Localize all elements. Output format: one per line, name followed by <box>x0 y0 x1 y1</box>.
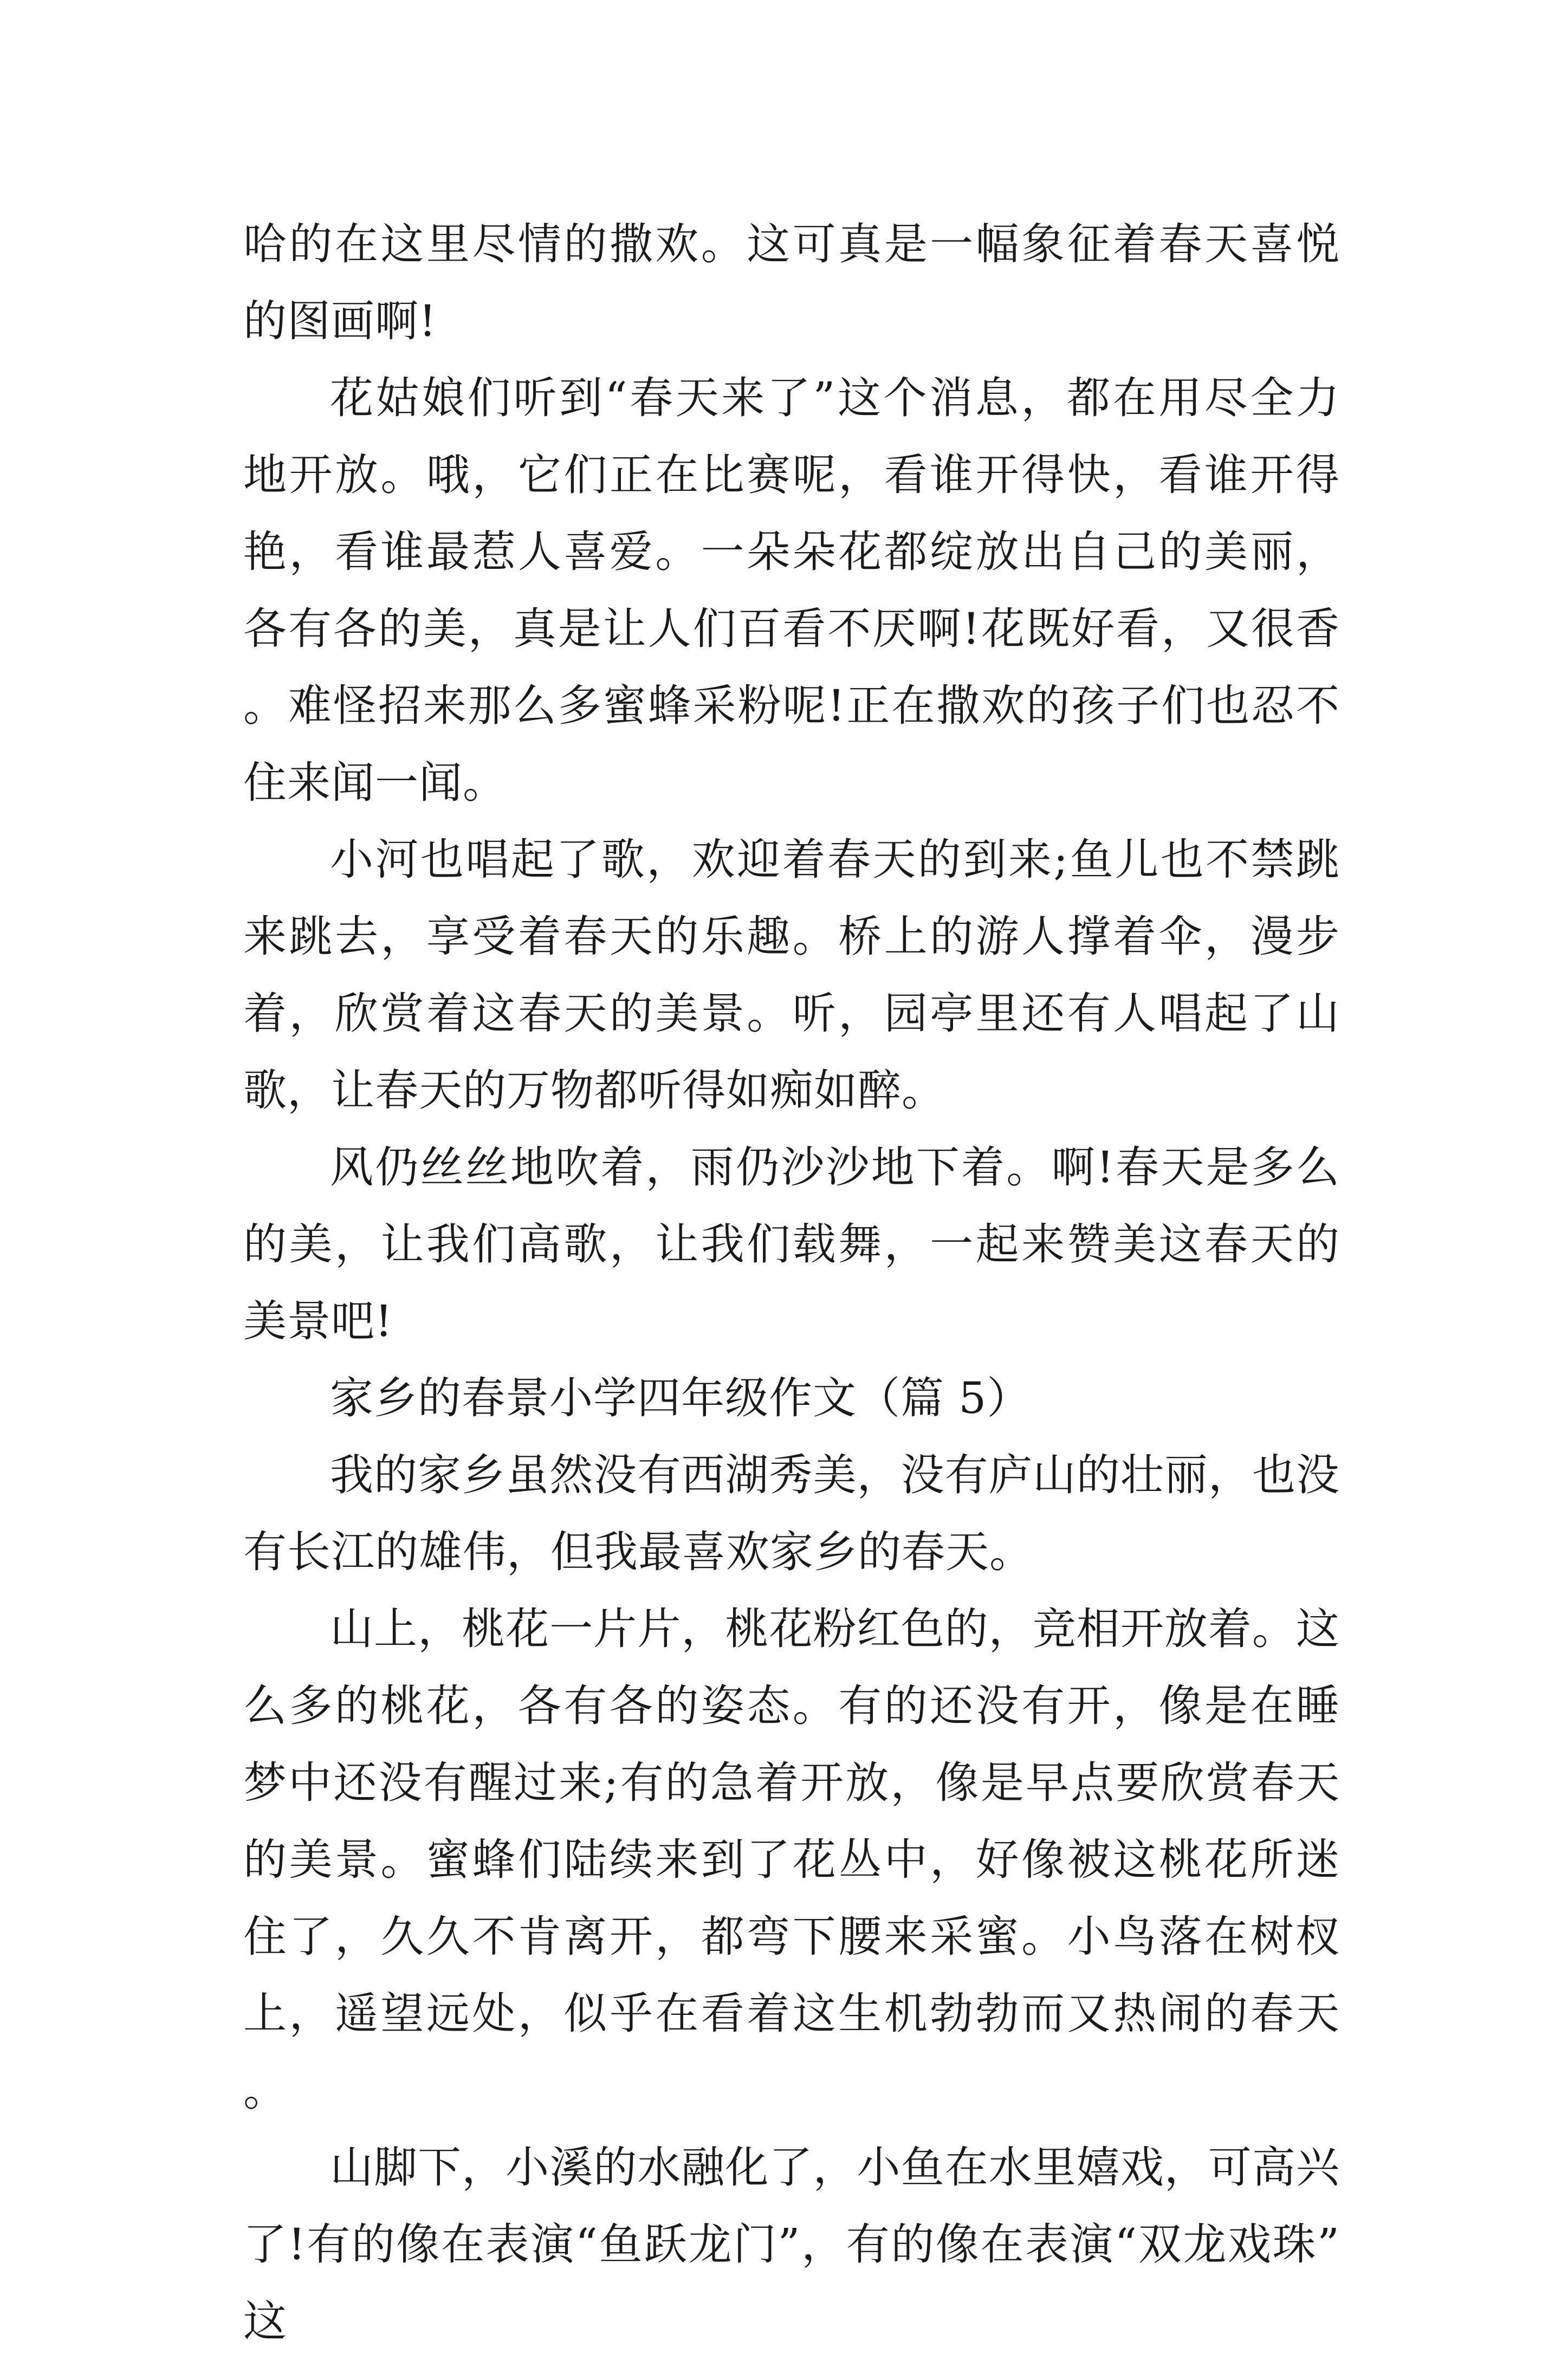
section-paragraph-2: 山上，桃花一片片，桃花粉红色的，竞相开放着。这么多的桃花，各有各的姿态。有的还没有开，像是在睡梦中还没有醒过来;有的急着开放，像是早点要欣赏春天的美景。蜜蜂们陆续来到了花丛中，好像被这桃花所迷住了，久久不肯离开，都弯下腰来采蜜。小鸟落在树杈上，遥望远处，似乎在看着这生机勃勃而又热闹的春天。 <box>243 1604 1340 2116</box>
paragraph-1: 哈的在这里尽情的撒欢。这可真是一幅象征着春天喜悦的图画啊! <box>243 219 1340 346</box>
paragraph-2: 花姑娘们听到“春天来了”这个消息，都在用尽全力地开放。哦，它们正在比赛呢，看谁开得快，看谁开得艳，看谁最惹人喜爱。一朵朵花都绽放出自己的美丽，各有各的美，真是让人们百看不厌啊!花既好看，又很香。难怪招来那么多蜜蜂采粉呢!正在撒欢的孩子们也忍不住来闻一闻。 <box>243 373 1340 808</box>
section-paragraph-1: 我的家乡虽然没有西湖秀美，没有庐山的壮丽，也没有长江的雄伟，但我最喜欢家乡的春天。 <box>243 1450 1340 1577</box>
paragraph-3: 小河也唱起了歌，欢迎着春天的到来;鱼儿也不禁跳来跳去，享受着春天的乐趣。桥上的游人撑着伞，漫步着，欣赏着这春天的美景。听，园亭里还有人唱起了山歌，让春天的万物都听得如痴如醉。 <box>243 834 1340 1116</box>
document-body <box>243 206 1340 2360</box>
section-paragraph-3: 山脚下，小溪的水融化了，小鱼在水里嬉戏，可高兴了!有的像在表演“鱼跃龙门”，有的像在表演“双龙戏珠”这 <box>243 2142 1340 2346</box>
section-title: 家乡的春景小学四年级作文（篇 5） <box>330 1373 1031 1423</box>
paragraph-4: 风仍丝丝地吹着，雨仍沙沙地下着。啊!春天是多么的美，让我们高歌，让我们载舞，一起来赞美这春天的美景吧! <box>243 1142 1340 1346</box>
